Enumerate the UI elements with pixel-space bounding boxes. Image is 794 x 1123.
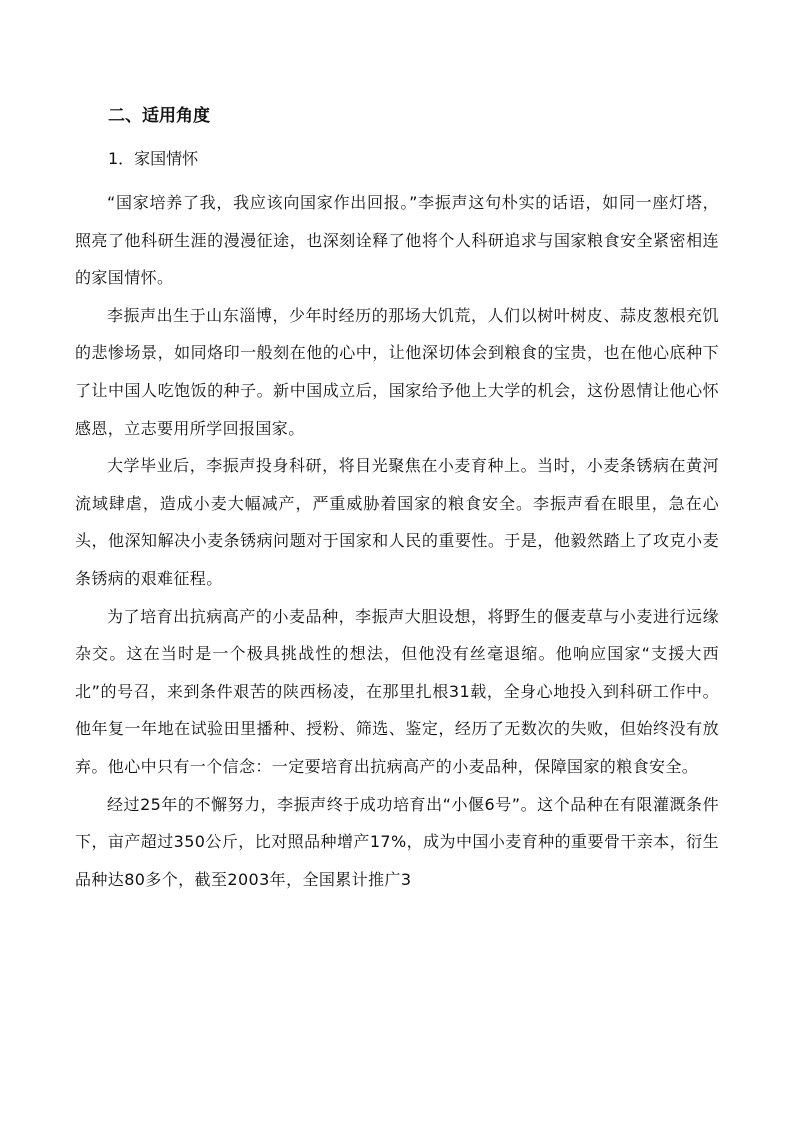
paragraph: “国家培养了我，我应该向国家作出回报。”李振声这句朴实的话语，如同一座灯塔，照亮了他科研生涯的漫漫征途，也深刻诠释了他将个人科研追求与国家粮食安全紧密相连的家国情怀。 — [75, 193, 719, 288]
paragraph: 李振声出生于山东淄博，少年时经历的那场大饥荒，人们以树叶树皮、蒜皮葱根充饥的悲惨场景，如同烙印一般刻在他的心中，让他深切体会到粮食的宝贵，也在他心底种下了让中国人吃饱饭的种子。新中国成立后，国家给予他上大学的机会，这份恩情让他心怀感恩，立志要用所学回报国家。 — [75, 305, 719, 438]
sub-heading: 1．家国情怀 — [108, 149, 199, 168]
paragraph: 大学毕业后，李振声投身科研，将目光聚焦在小麦育种上。当时，小麦条锈病在黄河流域肆虐，造成小麦大幅减产，严重威胁着国家的粮食安全。李振声看在眼里，急在心头，他深知解决小麦条锈病问题对于国家和人民的重要性。于是，他毅然踏上了攻克小麦条锈病的艰难征程。 — [75, 456, 719, 588]
body-text — [75, 184, 719, 898]
paragraph: 经过25年的不懈努力，李振声终于成功培育出“小偃6号”。这个品种在有限灌溉条件下，亩产超过350公斤，比对照品种增产17%，成为中国小麦育种的重要骨干亲本，衍生品种达80多个，截至2003年，全国累计推广3 — [75, 794, 719, 889]
paragraph: 为了培育出抗病高产的小麦品种，李振声大胆设想，将野生的偃麦草与小麦进行远缘杂交。这在当时是一个极具挑战性的想法，但他没有丝毫退缩。他响应国家“支援大西北”的号召，来到条件艰苦的陕西杨凌，在那里扎根31载，全身心地投入到科研工作中。他年复一年地在试验田里播种、授粉、筛选、鉴定，经历了无数次的失败，但始终没有放弃。他心中只有一个信念：一定要培育出抗病高产的小麦品种，保障国家的粮食安全。 — [75, 606, 719, 776]
section-heading: 二、适用角度 — [108, 106, 210, 126]
